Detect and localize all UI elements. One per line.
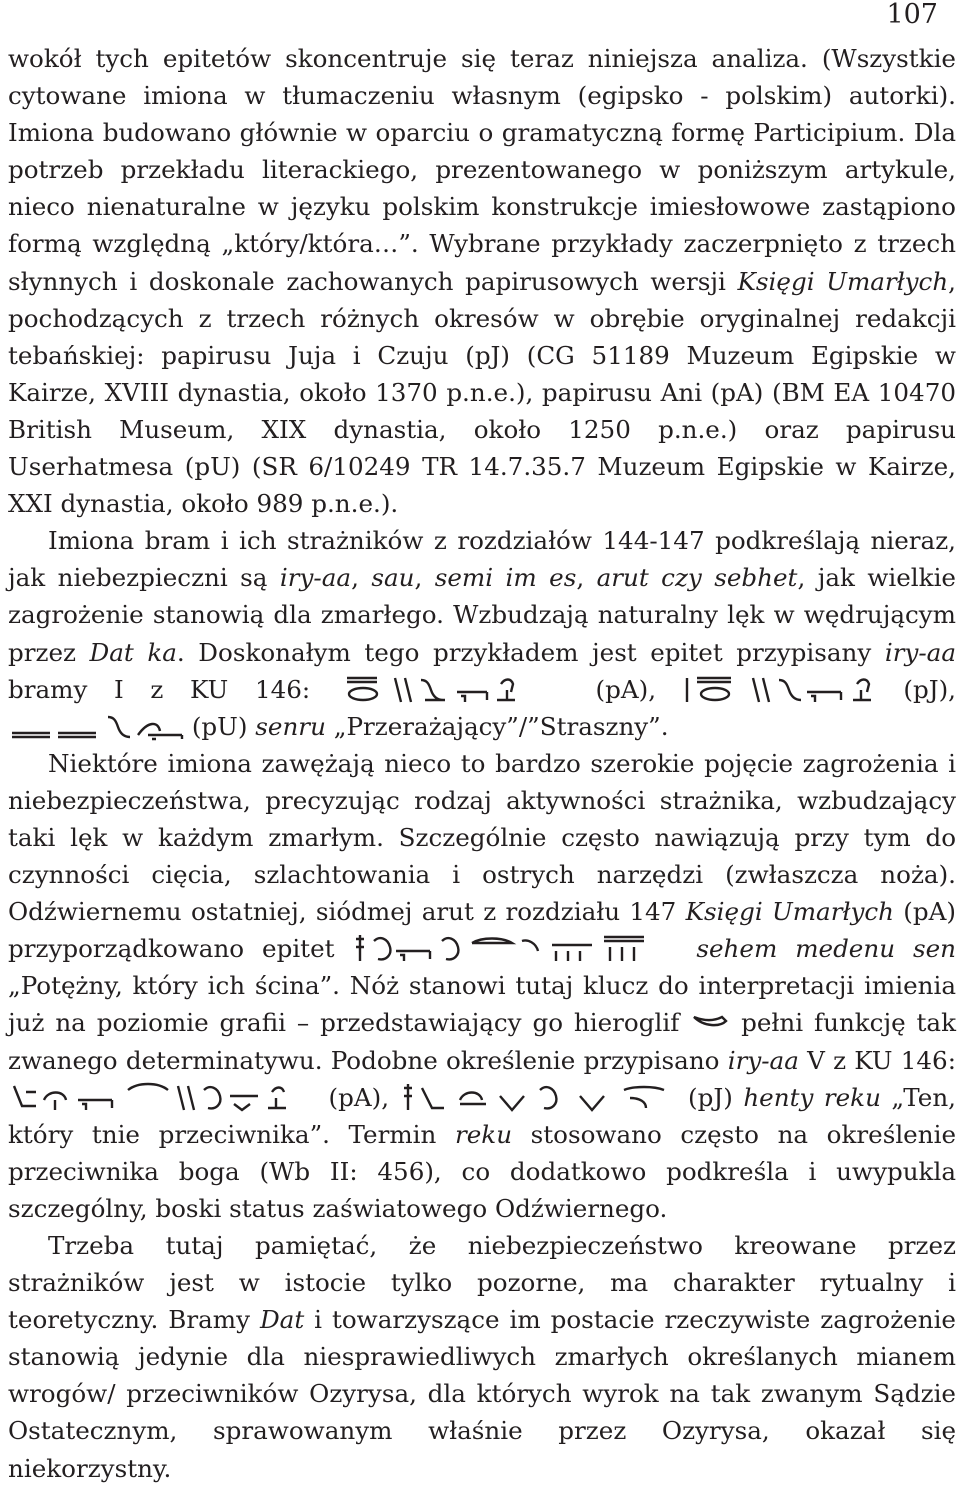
- term-dat: Dat: [259, 1305, 305, 1335]
- text-run: pełni funkcję tak zwanego determinatywu. Podobne określenie przypisano: [8, 1008, 956, 1075]
- text-run: (pA),: [318, 1082, 400, 1112]
- term-iry-aa: iry-aa: [279, 563, 352, 593]
- book-title: Księgi Umarłych: [685, 897, 894, 927]
- term-iry-aa: iry-aa: [884, 637, 956, 667]
- text-run: Imiona bram i ich strażników z rozdziałów 144-147 podkreślają nieraz, jak niebezpieczni są: [8, 526, 956, 593]
- term-senru: senru: [255, 711, 326, 741]
- text-run: , jak wielkie zagrożenie stanowią dla zmarłego. Wzbudzają naturalny lęk w wędrującym przez: [8, 563, 956, 667]
- text-run: ,: [351, 563, 372, 593]
- text-run: „Ten, który tnie przeciwnika”. Termin: [8, 1082, 956, 1149]
- body-text: [8, 40, 956, 1487]
- term-reku: reku: [455, 1119, 513, 1149]
- term-iry-aa: iry-aa: [727, 1045, 799, 1075]
- hieroglyph-group-sanru-pJ-icon-b: [803, 674, 877, 704]
- hieroglyph-group-sehem-medenu-sen-icon: [352, 933, 678, 963]
- text-run: (pA) przyporządkowano epitet: [8, 897, 956, 964]
- text-run: . Doskonałym tego przykładem jest epitet przypisany: [176, 637, 885, 667]
- paragraph-2: [8, 522, 956, 745]
- hieroglyph-group-sanru-pU-icon: [8, 711, 184, 741]
- term-sehem-medenu-sen: sehem medenu sen: [696, 934, 956, 964]
- text-run: Niektóre imiona zawężają nieco to bardzo szerokie pojęcie zagrożenia i niebezpieczeństwa, precyzując rodzaj aktywności strażnika, wzbudzający taki lęk w każdym zmarłym. Szczególnie często nawiązują przy tym do czynności cięcia, szlachtowania i ostrych narzędzi (zwłaszcza noża). Odźwiernemu ostatniej, siódmej arut z rozdziału 147: [8, 748, 956, 927]
- term-arut-sebhet: arut czy sebhet: [596, 563, 798, 593]
- hieroglyph-group-henty-reku-pA-icon: [8, 1082, 318, 1112]
- text-run: (pU): [184, 711, 256, 741]
- text-run: [678, 934, 696, 963]
- text-run: bramy I z KU 146:: [8, 674, 337, 704]
- text-run: „Przerażający”/”Straszny”.: [325, 711, 669, 741]
- hieroglyph-group-henty-reku-pJ-icon: [400, 1082, 678, 1112]
- paragraph-4: [8, 1227, 956, 1487]
- text-run: „Potężny, który ich ścina”. Nóż stanowi tutaj klucz do interpretacji imienia już na poziomie grafii – przedstawiający go hieroglif: [8, 971, 956, 1038]
- text-run: ,: [576, 563, 597, 593]
- term-sau: sau: [371, 563, 415, 593]
- text-run: , pochodzących z trzech różnych okresów w obrębie oryginalnej redakcji tebańskiej: papirusu Juja i Czuju (pJ) (CG 51189 Muzeum Egipskie w Kairze, XVIII dynastia, około 1370 p.n.e.), papirusu Ani (pA) (BM EA 10470 British Museum, XIX dynastia, około 1250 p.n.e.) oraz papirusu Userhatmesa (pU) (SR 6/10249 TR 14.7.35.7 Muzeum Egipskie w Kairze, XXI dynastia, około 989 p.n.e.).: [8, 266, 956, 519]
- term-dat-ka: Dat ka: [89, 637, 177, 667]
- hieroglyph-group-sanru-pJ-icon: [683, 674, 803, 704]
- paragraph-1: [8, 40, 956, 522]
- book-title: Księgi Umarłych: [737, 266, 949, 296]
- term-henty-reku: henty reku: [743, 1082, 881, 1112]
- page-number: 107: [886, 0, 938, 30]
- text-run: i towarzyszące im postacie rzeczywiste zagrożenie stanowią jedynie dla niesprawiedliwych zmarłych określanych mianem wrogów/ przeciwników Ozyrysa, dla których wyrok na tak zwanym Sądzie Ostatecznym, sprawowanym właśnie przez Ozyrysa, okazał się niekorzystny.: [8, 1305, 956, 1483]
- hieroglyph-group-sanru-pA-icon: [337, 674, 569, 704]
- paragraph-3: [8, 745, 956, 1227]
- text-run: (pJ): [677, 1082, 744, 1112]
- text-run: Trzeba tutaj pamiętać, że niebezpieczeństwo kreowane przez strażników jest w istocie tylko pozorne, ma charakter rytualny i teoretyczny. Bramy: [8, 1231, 956, 1335]
- text-run: ,: [414, 563, 435, 593]
- text-run: V z KU 146:: [798, 1045, 956, 1075]
- text-run: wokół tych epitetów skoncentruje się teraz niniejsza analiza. (Wszystkie cytowane imiona w tłumaczeniu własnym (egipsko - polskim) autorki). Imiona budowano głównie w oparciu o gramatyczną formę Participium. Dla potrzeb przekładu literackiego, prezentowanego w poniższym artykule, nieco nienaturalne w języku polskim konstrukcje imiesłowowe zastąpiono formą względną „który/która…”. Wybrane przykłady zaczerpnięto z trzech słynnych i doskonale zachowanych papirusowych wersji: [8, 44, 956, 296]
- term-semi-im-es: semi im es: [434, 563, 577, 593]
- text-run: stosowano często na określenie przeciwnika boga (Wb II: 456), co dodatkowo podkreśla i uwypukla szczególny, boski status zaświatowego Odźwiernego.: [8, 1119, 956, 1223]
- text-run: (pJ),: [876, 674, 956, 704]
- hieroglyph-knife-icon: [690, 1007, 730, 1037]
- text-run: (pA),: [568, 674, 683, 704]
